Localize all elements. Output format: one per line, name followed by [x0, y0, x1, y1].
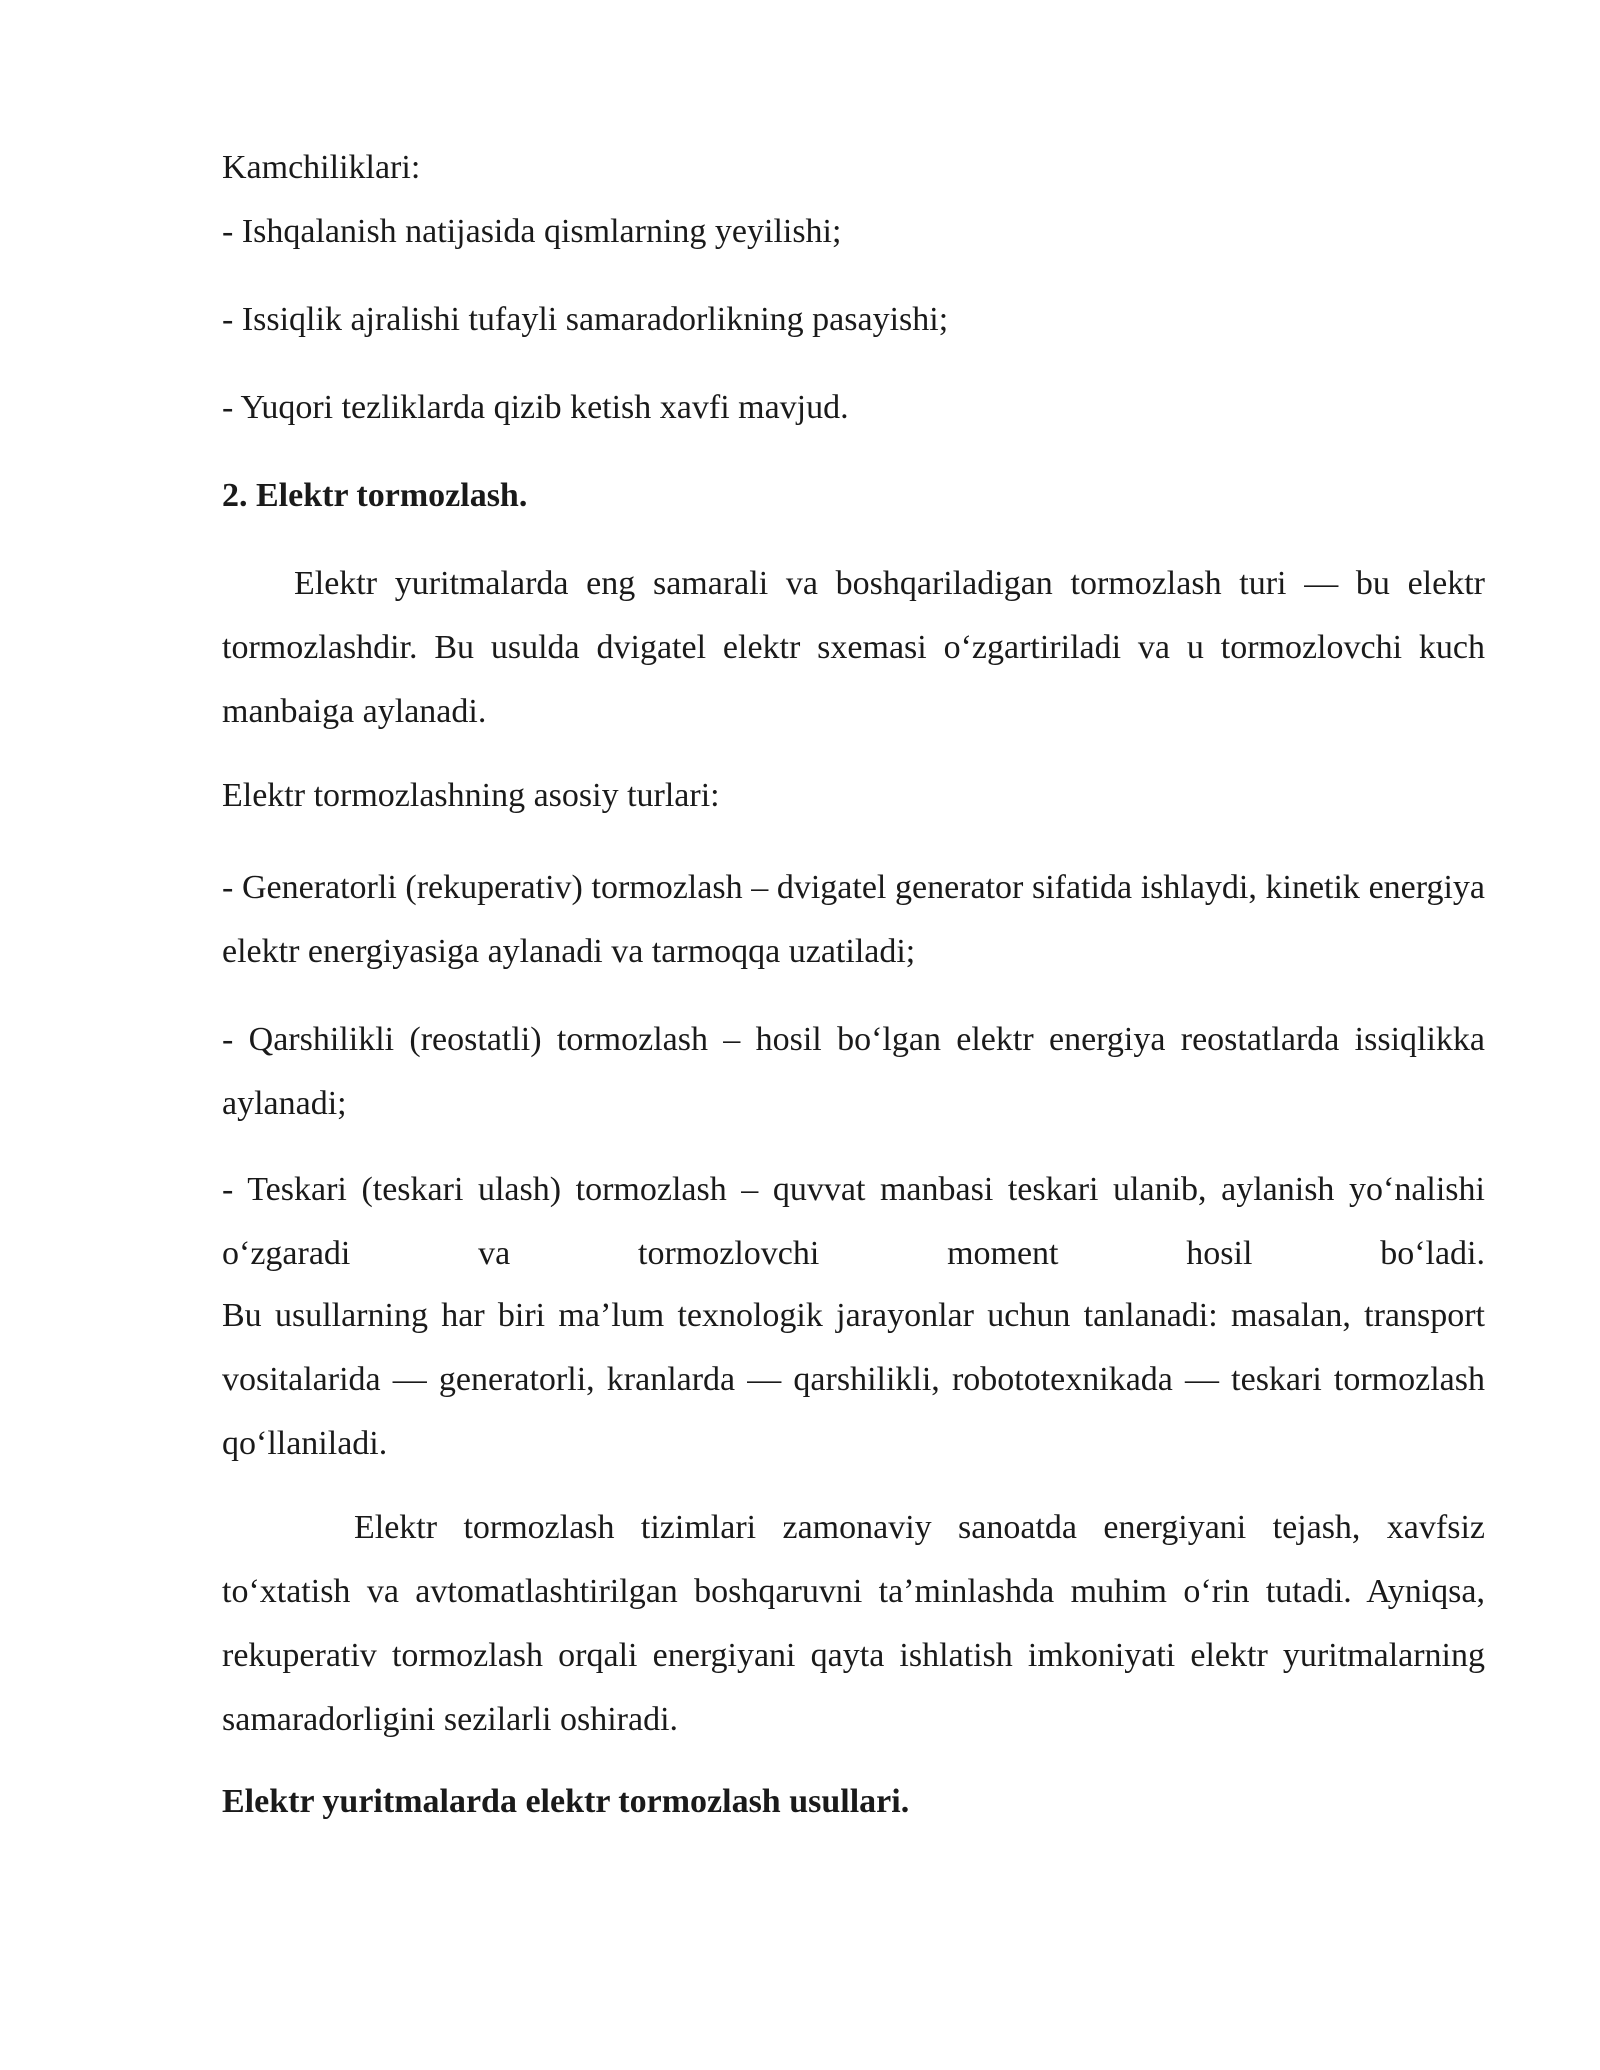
- type-item-resistive: - Qarshilikli (reostatli) tormozlash – hosil boʻlgan elektr energiya reostatlarda issiqlikka aylanadi;: [222, 1021, 1485, 1122]
- type-item-generator: - Generatorli (rekuperativ) tormozlash – dvigatel generator sifatida ishlaydi, kinetik energiya elektr energiyasiga aylanadi va tarmoqqa uzatiladi;: [222, 869, 1485, 970]
- summary-paragraph: Elektr tormozlash tizimlari zamonaviy sanoatda energiyani tejash, xavfsiz toʻxtatish va avtomatlashtirilgan boshqaruvni taʼminlashda muhim oʻrin tutadi. Ayniqsa, rekuperativ tormozlash orqali energiyani qayta ishlatish imkoniyati elektr yuritmalarning samaradorligini sezilarli oshiradi.: [222, 1509, 1485, 1738]
- disadvantage-item: - Issiqlik ajralishi tufayli samaradorlikning pasayishi;: [222, 301, 949, 338]
- closing-title: Elektr yuritmalarda elektr tormozlash usullari.: [222, 1783, 910, 1820]
- types-heading: Elektr tormozlashning asosiy turlari:: [222, 777, 720, 814]
- disadvantage-item: - Yuqori tezliklarda qizib ketish xavfi mavjud.: [222, 389, 849, 426]
- intro-paragraph: Elektr yuritmalarda eng samarali va boshqariladigan tormozlash turi — bu elektr tormozlashdir. Bu usulda dvigatel elektr sxemasi oʻzgartiriladi va u tormozlovchi kuch manbaiga aylanadi.: [222, 565, 1485, 730]
- disadvantages-heading: Kamchiliklari:: [222, 149, 421, 186]
- section-title: 2. Elektr tormozlash.: [222, 477, 528, 514]
- usage-paragraph: Bu usullarning har biri maʼlum texnologik jarayonlar uchun tanlanadi: masalan, transport vositalarida — generatorli, kranlarda — qarshilikli, robototexnikada — teskari tormozlash qoʻllaniladi.: [222, 1297, 1485, 1462]
- type-item-reverse: - Teskari (teskari ulash) tormozlash – quvvat manbasi teskari ulanib, aylanish yoʻnalishi oʻzgaradi va tormozlovchi moment hosil boʻladi.: [222, 1171, 1485, 1272]
- disadvantage-item: - Ishqalanish natijasida qismlarning yeyilishi;: [222, 213, 842, 250]
